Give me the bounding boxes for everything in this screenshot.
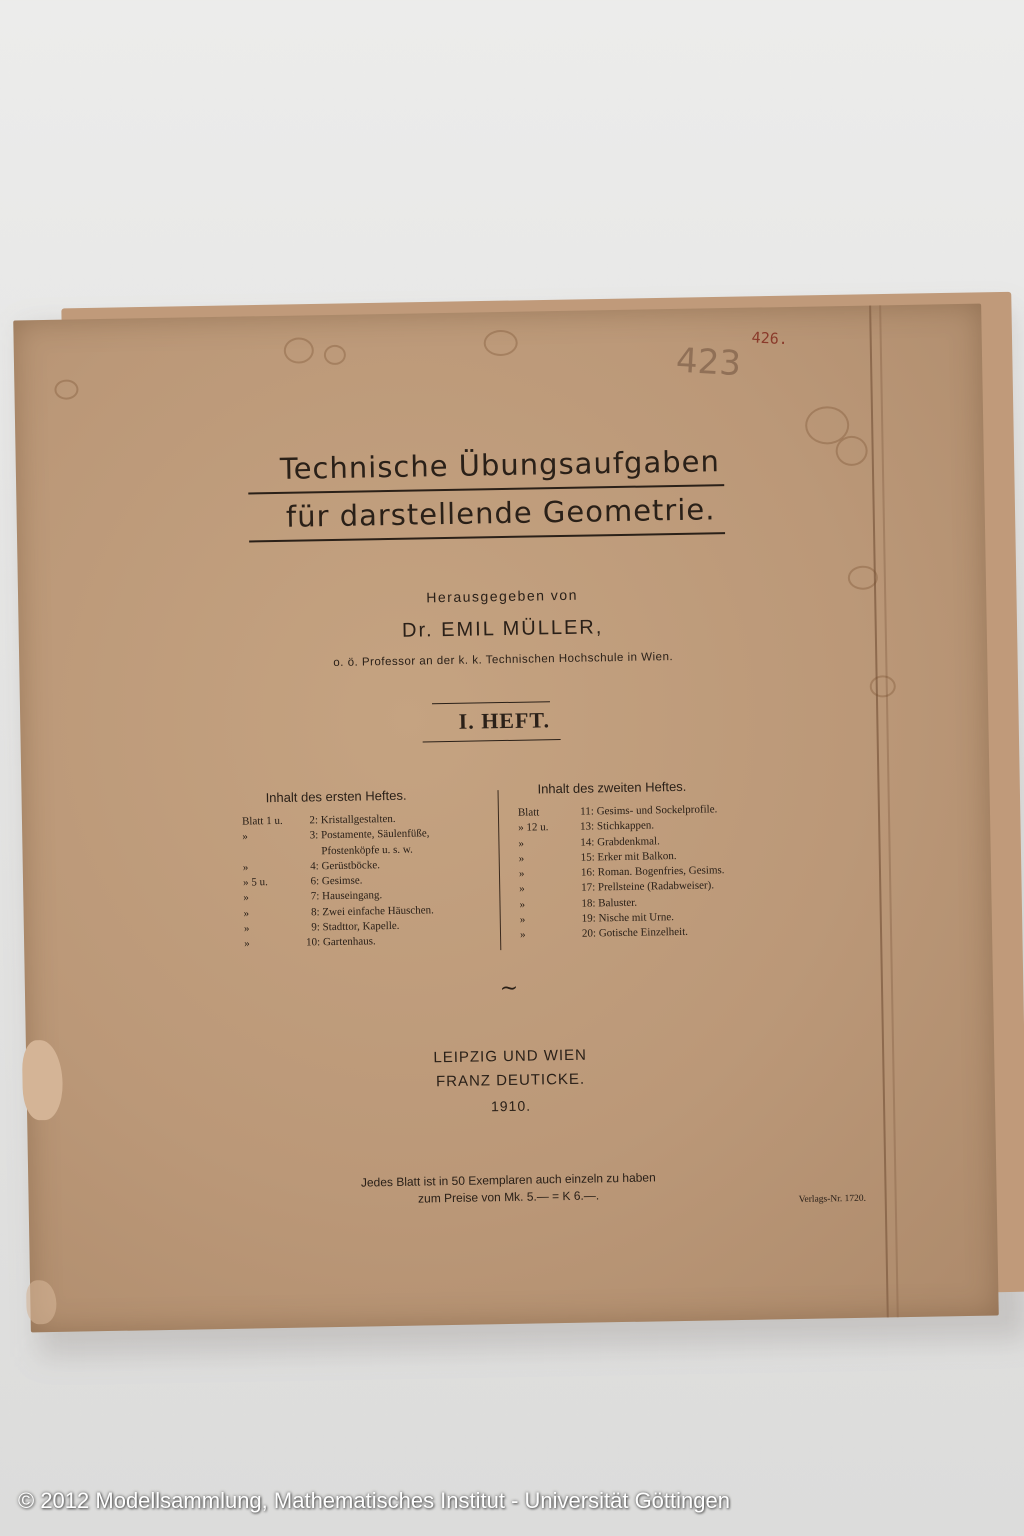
toc-text: Postamente, Säulenfüße, (320, 827, 430, 842)
toc-left-list (242, 811, 435, 952)
publication-year: 1910. (490, 1097, 532, 1115)
toc-num: 6: (310, 875, 320, 888)
toc-left-heading: Inhalt des ersten Heftes. (265, 787, 407, 806)
water-stain (284, 337, 314, 364)
toc-right-list (518, 802, 726, 943)
toc-num: 17: (581, 881, 596, 895)
toc-prefix: Blatt (517, 806, 540, 819)
toc-divider (498, 790, 502, 950)
toc-num: 10: (305, 936, 321, 949)
water-stain (324, 345, 346, 365)
toc-num: 14: (580, 836, 595, 849)
pencil-note: 423 (675, 340, 742, 385)
toc-num: 20: (581, 927, 597, 941)
issue-label: I. HEFT. (458, 707, 551, 734)
toc-prefix: » (242, 861, 249, 874)
toc-text: Gerüstböcke. (321, 859, 381, 873)
toc-prefix: » (519, 913, 526, 926)
toc-text: Prellsteine (Radabweiser). (597, 879, 715, 894)
toc-text: Gartenhaus. (322, 935, 376, 949)
publisher-city: LEIPZIG UND WIEN (433, 1046, 588, 1067)
water-stain (870, 675, 896, 697)
price-note-line-2: zum Preise von Mk. 5.— = K 6.—. (417, 1188, 600, 1206)
toc-right-heading: Inhalt des zweiten Heftes. (537, 778, 687, 797)
toc-prefix: Blatt 1 u. (241, 814, 283, 828)
toc-prefix: » (518, 867, 525, 880)
toc-num: 18: (581, 897, 596, 910)
toc-num: 19: (581, 912, 596, 925)
toc-text: Stichkappen. (596, 819, 655, 833)
toc-num: 3: (309, 829, 319, 842)
title-rule-2 (249, 532, 725, 542)
toc-prefix: » (518, 837, 525, 850)
water-stain (483, 330, 517, 357)
toc-prefix: » 12 u. (518, 821, 549, 835)
toc-num: 13: (580, 820, 595, 834)
toc-num: 15: (580, 851, 595, 864)
toc-text: Hauseingang. (321, 889, 383, 903)
toc-text: Roman. Bogenfries, Gesims. (597, 864, 725, 879)
toc-num: 4: (310, 860, 319, 873)
editor-intro: Herausgegeben von (426, 586, 579, 606)
toc-text: Nische mit Urne. (598, 911, 675, 925)
toc-num: 16: (580, 866, 596, 879)
toc-num: 9: (311, 921, 320, 934)
toc-prefix: » (518, 852, 525, 865)
title-line-2: für darstellende Geometrie. (285, 492, 716, 534)
editor-title: o. ö. Professor an der k. k. Technischen Hochschule in Wien. (333, 651, 674, 669)
toc-text: Baluster. (598, 896, 638, 910)
price-note (298, 1168, 719, 1209)
toc-text: Zwei einfache Häuschen. (322, 904, 434, 918)
toc-prefix: » (242, 830, 248, 843)
toc-prefix: » 5 u. (242, 876, 268, 889)
red-ink-note: 426. (751, 328, 789, 349)
ornament-swash: ~ (499, 975, 519, 1002)
price-note-line-1: Jedes Blatt ist in 50 Exemplaren auch einzeln zu haben (360, 1170, 656, 1190)
toc-text: Kristallgestalten. (320, 812, 396, 827)
toc-prefix: » (519, 929, 526, 942)
editor-name: Dr. EMIL MÜLLER, (401, 616, 604, 642)
title-line-1: Technische Übungsaufgaben (279, 444, 721, 486)
issue-rule-bottom (423, 739, 561, 742)
toc-text: Pfostenköpfe u. s. w. (321, 843, 413, 857)
worn-corner (26, 1280, 57, 1325)
toc-text: Gesims- und Sockelprofile. (596, 803, 718, 818)
toc-num: 7: (310, 890, 320, 903)
toc-text: Stadttor, Kapelle. (322, 919, 400, 934)
toc-prefix: » (243, 922, 250, 935)
toc-num: 8: (310, 906, 320, 919)
toc-text: Gotische Einzelheit. (598, 926, 689, 940)
booklet-cover (13, 304, 999, 1333)
toc-text: Gesimse. (321, 874, 363, 888)
toc-prefix (243, 854, 303, 855)
issue-rule-top (432, 701, 550, 704)
verlags-number: Verlags-Nr. 1720. (798, 1193, 867, 1205)
copyright-watermark: © 2012 Modellsammlung, Mathematisches Institut - Universität Göttingen (18, 1488, 730, 1513)
toc-num: 2: (309, 814, 319, 827)
toc-text: Grabdenkmal. (597, 834, 660, 849)
toc-prefix: » (243, 907, 250, 920)
toc-prefix: » (519, 883, 525, 896)
toc-text: Erker mit Balkon. (597, 849, 677, 864)
publisher-name: FRANZ DEUTICKE. (435, 1070, 586, 1091)
toc-num: 11: (580, 805, 595, 818)
toc-row (244, 934, 434, 953)
toc-row (520, 925, 726, 944)
water-stain (54, 379, 78, 399)
toc-prefix: » (243, 891, 249, 905)
toc-prefix: » (244, 937, 250, 950)
toc-prefix: » (519, 898, 526, 911)
